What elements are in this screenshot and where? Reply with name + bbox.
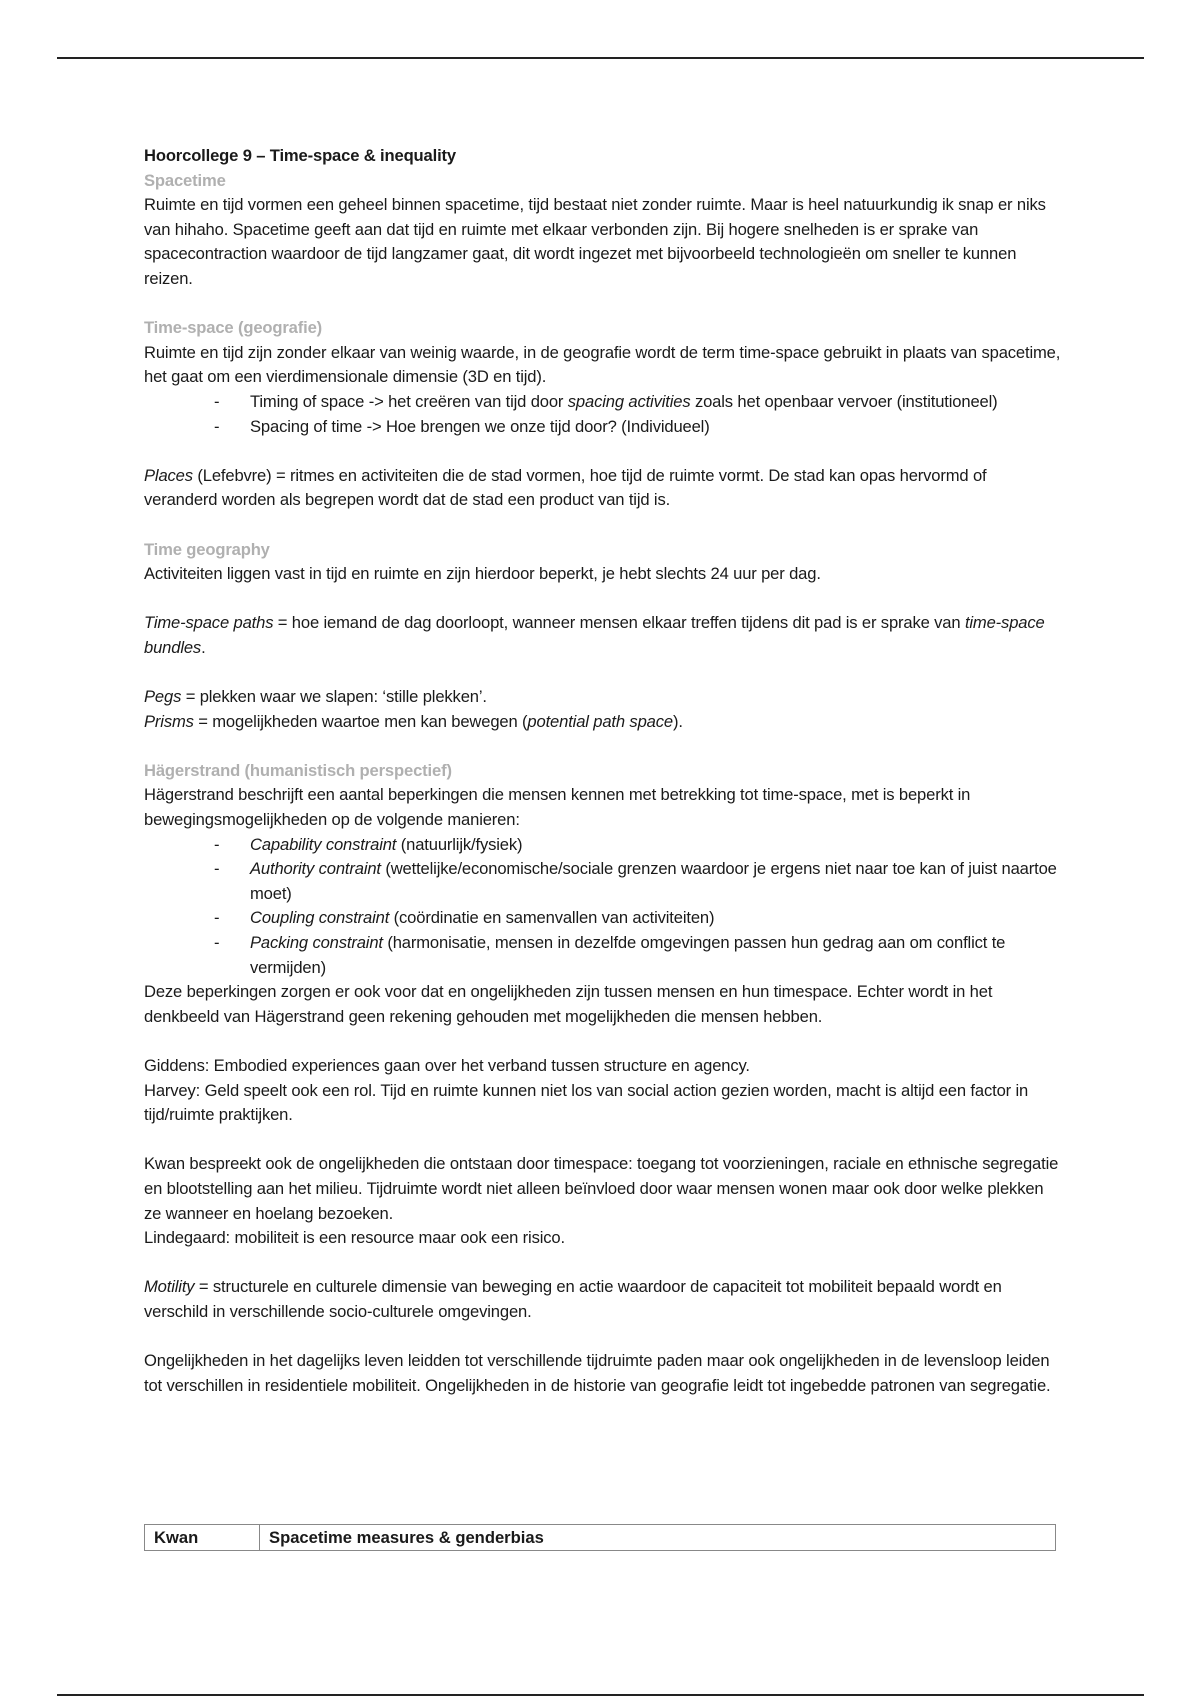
heading-timespace: Time-space (geografie) (144, 318, 323, 338)
paragraph-pegs: Pegs = plekken waar we slapen: ‘stille plekken’. (144, 687, 487, 707)
paragraph-harvey: Harvey: Geld speelt ook een rol. Tijd en ruimte kunnen niet los van social action gezien worden, macht is altijd een factor in tijd/ruimte praktijken. (144, 1080, 1029, 1125)
list-item: - Timing of space -> het creëren van tijd door spacing activities zoals het openbaar vervoer (institutioneel) (214, 391, 998, 411)
timespace-bullet-list (144, 390, 1064, 439)
paragraph-lindegaard: Lindegaard: mobiliteit is een resource maar ook een risico. (144, 1228, 565, 1248)
paragraph-hagerstrand-outro: Deze beperkingen zorgen er ook voor dat en ongelijkheden zijn tussen mensen en hun timespace. Echter wordt in het denkbeeld van Hägerstrand geen rekening gehouden met mogelijkheden die mensen hebben. (144, 982, 993, 1026)
paragraph-giddens: Giddens: Embodied experiences gaan over het verband tussen structure en agency. (144, 1055, 750, 1075)
paragraph-hagerstrand-intro: Hägerstrand beschrijft een aantal beperkingen die mensen kennen met betrekking tot time-space, met is beperkt in bewegingsmogelijkheden op de volgende manieren: (144, 785, 971, 830)
page-title: Hoorcollege 9 – Time-space & inequality (144, 146, 456, 165)
paragraph-time-geography: Activiteiten liggen vast in tijd en ruimte en zijn hierdoor beperkt, je hebt slechts 24 uur per dag. (144, 564, 821, 584)
summary-table (144, 1524, 1056, 1551)
document-body (144, 144, 1064, 1398)
constraint-bullet-list (144, 833, 1064, 981)
heading-hagerstrand: Hägerstrand (humanistisch perspectief) (144, 760, 452, 780)
list-item: - Coupling constraint (coördinatie en samenvallen van activiteiten) (214, 908, 715, 928)
list-item: - Authority contraint (wettelijke/economische/sociale grenzen waardoor je ergens niet naar toe kan of juist naartoe moet) (214, 859, 1057, 903)
table-cell-author: Kwan (145, 1525, 260, 1551)
paragraph-kwan: Kwan bespreekt ook de ongelijkheden die ontstaan door timespace: toegang tot voorzieningen, raciale en ethnische segregatie en blootstelling aan het milieu. Tijdruimte wordt niet alleen beïnvloed door waar mensen wonen maar ook door welke plekken ze wanneer en hoelang bezoeken. (144, 1154, 1059, 1223)
footer-rule (57, 1694, 1144, 1696)
paragraph-timespace: Ruimte en tijd zijn zonder elkaar van weinig waarde, in de geografie wordt de term time-space gebruikt in plaats van spacetime, het gaat om een vierdimensionale dimensie (3D en tijd). (144, 342, 1061, 387)
paragraph-places: Places (Lefebvre) = ritmes en activiteiten die de stad vormen, hoe tijd de ruimte vormt. De stad kan opas hervormd of veranderd worden als begrepen wordt dat de stad een product van tijd is. (144, 465, 987, 510)
table-row (145, 1525, 1056, 1551)
heading-time-geography: Time geography (144, 539, 270, 559)
table-cell-topic: Spacetime measures & genderbias (260, 1525, 1056, 1551)
list-item: - Spacing of time -> Hoe brengen we onze tijd door? (Individueel) (214, 416, 710, 436)
paragraph-time-space-paths: Time-space paths = hoe iemand de dag doorloopt, wanneer mensen elkaar treffen tijdens dit pad is er sprake van time-space bundles. (144, 613, 1045, 657)
list-item: - Capability constraint (natuurlijk/fysiek) (214, 834, 523, 854)
paragraph-spacetime: Ruimte en tijd vormen een geheel binnen spacetime, tijd bestaat niet zonder ruimte. Maar is heel natuurkundig ik snap er niks van hihaho. Spacetime geeft aan dat tijd en ruimte met elkaar verbonden zijn. Bij hogere snelheden is er sprake van spacecontraction waardoor de tijd langzamer gaat, dit wordt ingezet met bijvoorbeeld technologieën om sneller te kunnen reizen. (144, 195, 1046, 288)
paragraph-inequality: Ongelijkheden in het dagelijks leven leidden tot verschillende tijdruimte paden maar ook ongelijkheden in de levensloop leiden tot verschillen in residentiele mobiliteit. Ongelijkheden in de historie van geografie leidt tot ingebedde patronen van segregatie. (144, 1351, 1051, 1395)
header-rule (57, 57, 1144, 59)
paragraph-motility: Motility = structurele en culturele dimensie van beweging en actie waardoor de capaciteit tot mobiliteit bepaald wordt en verschild in verschillende socio-culturele omgevingen. (144, 1277, 1002, 1321)
heading-spacetime: Spacetime (144, 170, 226, 190)
list-item: - Packing constraint (harmonisatie, mensen in dezelfde omgevingen passen hun gedrag aan om conflict te vermijden) (214, 933, 1006, 977)
paragraph-prisms: Prisms = mogelijkheden waartoe men kan bewegen (potential path space). (144, 711, 683, 731)
